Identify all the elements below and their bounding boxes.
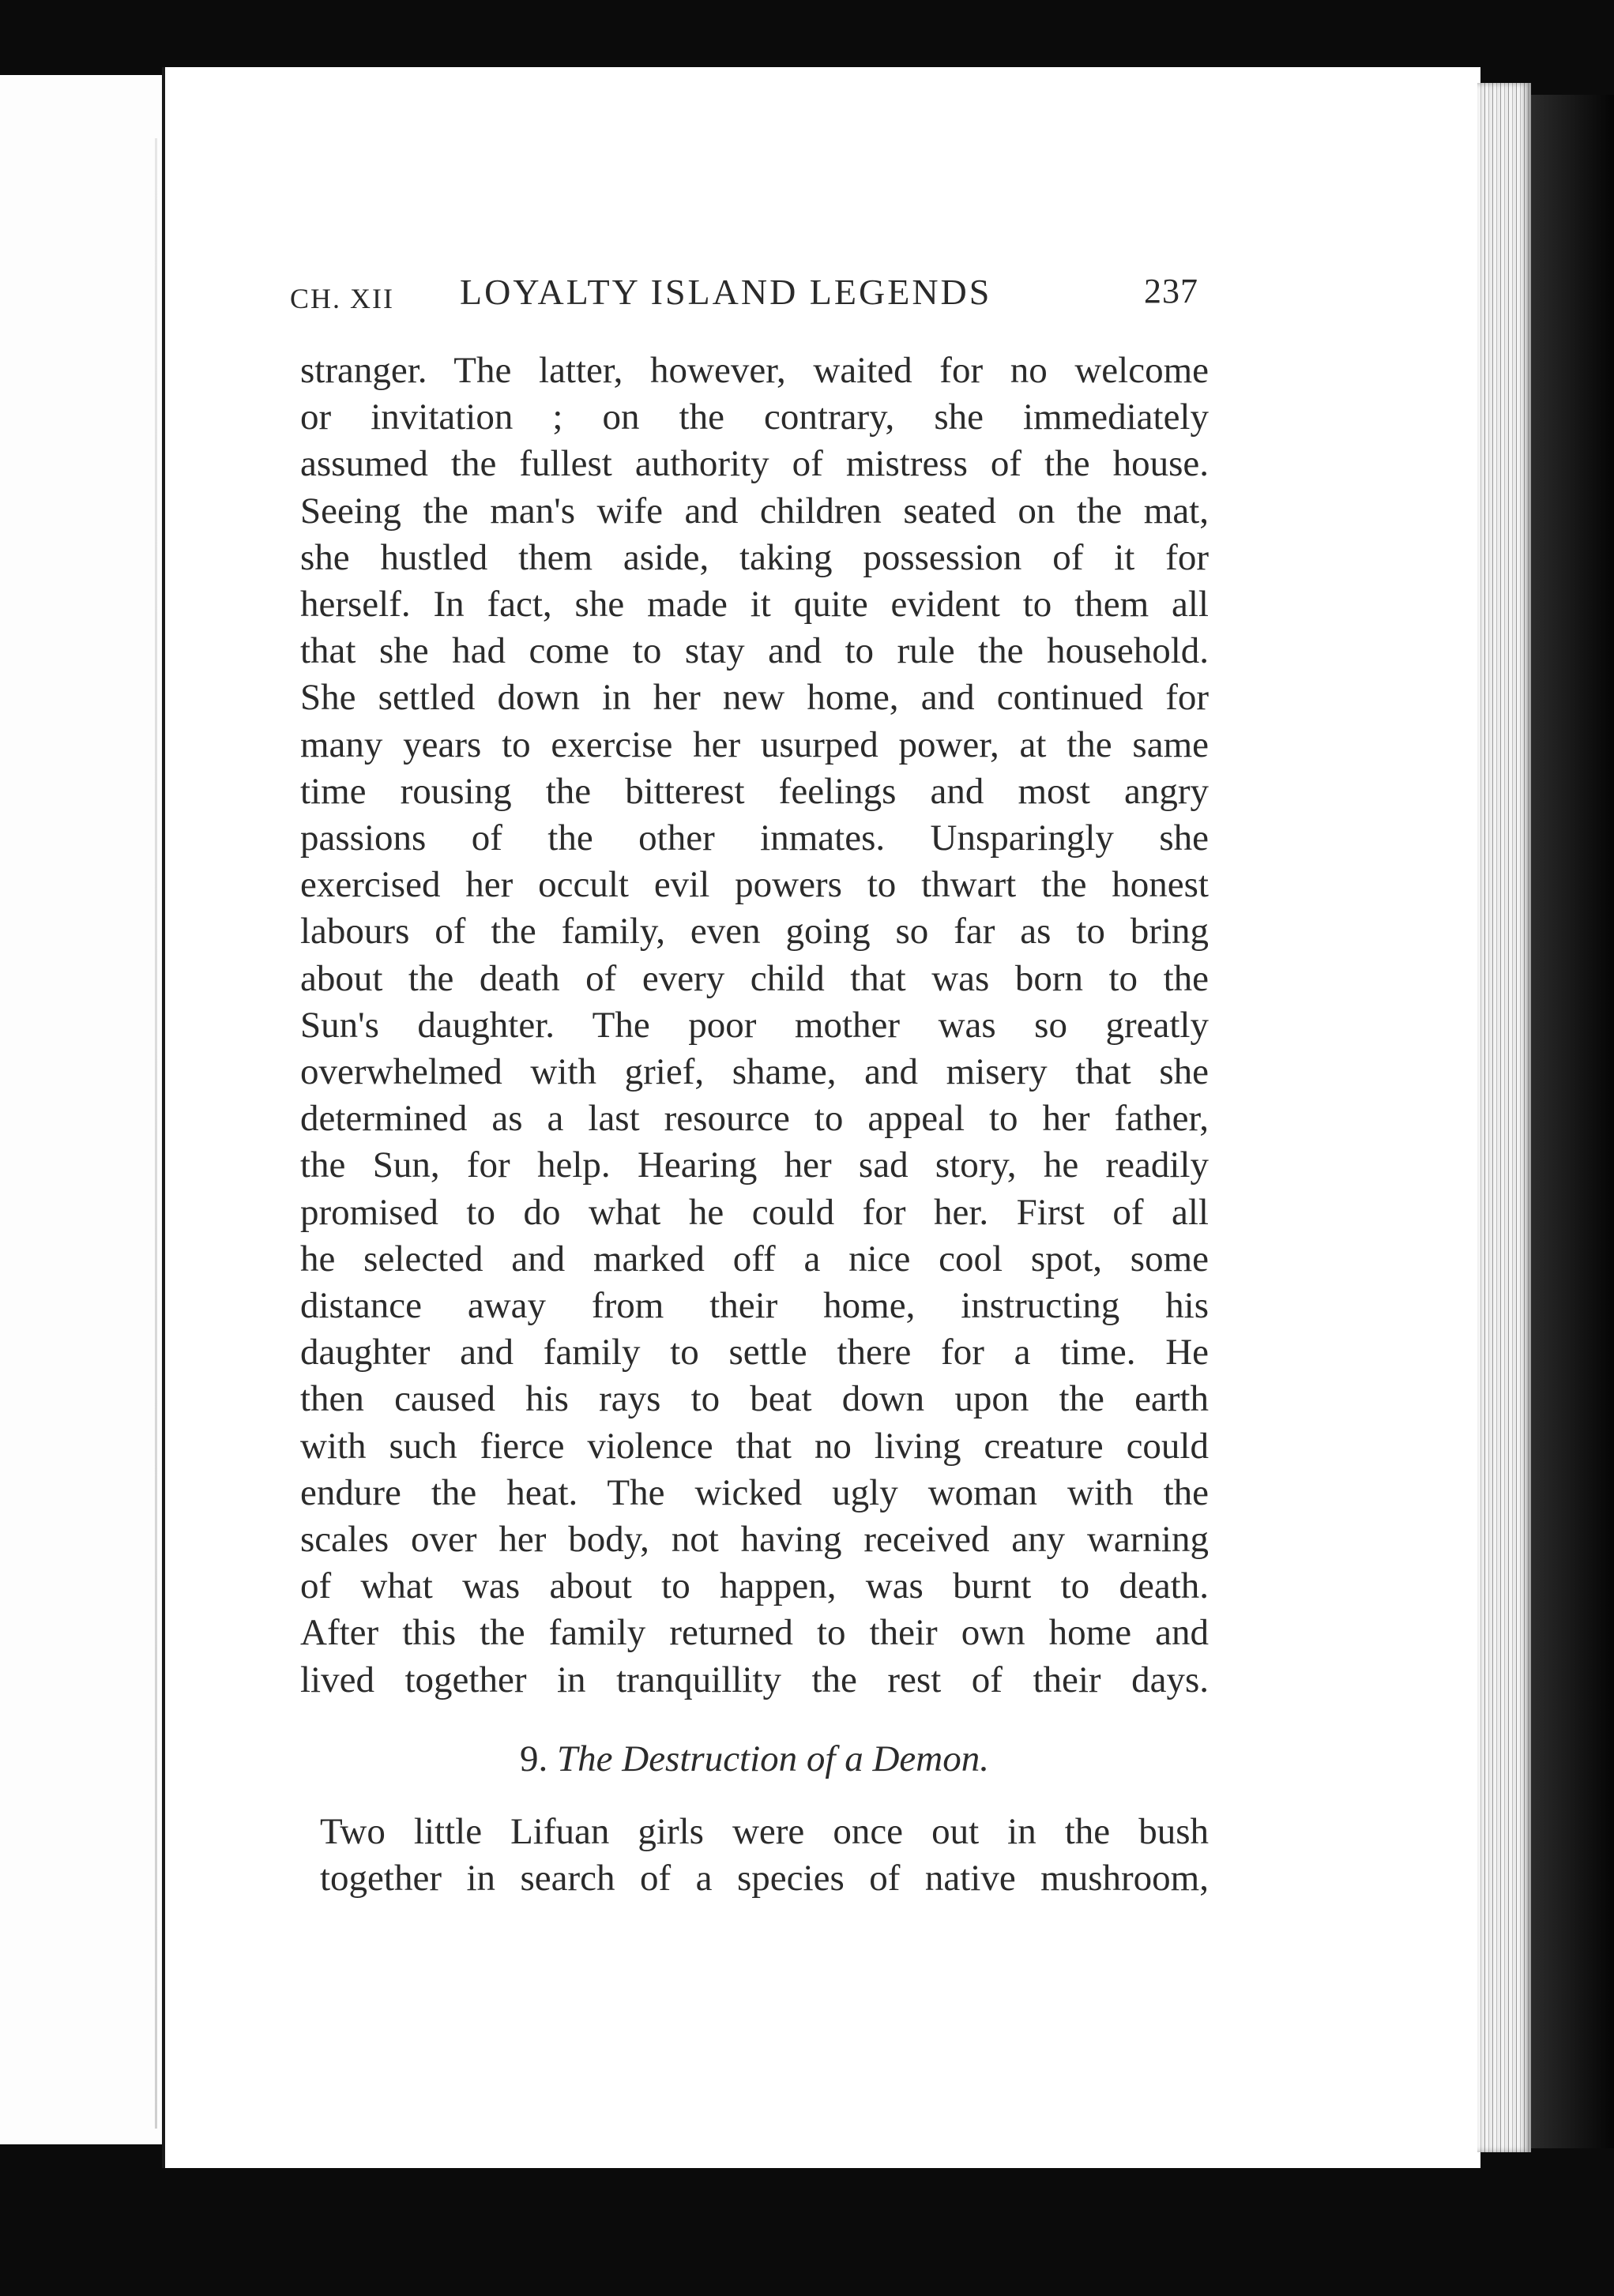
text-line: time rousing the bitterest feelings and most angry bbox=[300, 770, 1209, 812]
body-paragraph bbox=[300, 348, 1209, 1704]
text-line: daughter and family to settle there for a time. He bbox=[300, 1332, 1209, 1373]
text-line: overwhelmed with grief, shame, and misery that she bbox=[300, 1051, 1209, 1093]
text-line: Sun's daughter. The poor mother was so greatly bbox=[300, 1004, 1209, 1046]
text-line: After this the family returned to their own home and bbox=[300, 1612, 1209, 1654]
text-line: determined as a last resource to appeal to her father, bbox=[300, 1098, 1209, 1140]
text-line: promised to do what he could for her. First of all bbox=[300, 1191, 1209, 1233]
text-line: passions of the other inmates. Unsparingly she bbox=[300, 817, 1209, 859]
page-number: 237 bbox=[1144, 272, 1198, 310]
text-line: about the death of every child that was born to the bbox=[300, 957, 1209, 999]
text-line: assumed the fullest authority of mistress of the house. bbox=[300, 443, 1209, 485]
text-line: She settled down in her new home, and continued for bbox=[300, 677, 1209, 719]
text-line: labours of the family, even going so far as to bring bbox=[300, 911, 1209, 953]
page-gutter bbox=[155, 138, 157, 2129]
binding-shadow bbox=[1531, 95, 1614, 2148]
text-line: the Sun, for help. Hearing her sad story, he readily bbox=[300, 1144, 1209, 1186]
text-line: lived together in tranquillity the rest of their days. bbox=[300, 1659, 1209, 1700]
text-line: Seeing the man's wife and children seated on the mat, bbox=[300, 490, 1209, 532]
body-paragraph-2 bbox=[320, 1809, 1209, 1902]
text-line: stranger. The latter, however, waited for no welcome bbox=[300, 350, 1209, 391]
text-line: or invitation ; on the contrary, she immediately bbox=[300, 396, 1209, 438]
text-line: endure the heat. The wicked ugly woman with the bbox=[300, 1471, 1209, 1513]
text-line: many years to exercise her usurped power, at the same bbox=[300, 723, 1209, 765]
page-block-edge bbox=[1477, 83, 1531, 2152]
running-title: LOYALTY ISLAND LEGENDS bbox=[460, 272, 992, 312]
text-line: exercised her occult evil powers to thwart the honest bbox=[300, 864, 1209, 906]
running-header bbox=[290, 271, 1198, 318]
text-line: with such fierce violence that no living creature could bbox=[300, 1425, 1209, 1467]
previous-page-edge bbox=[0, 75, 162, 2144]
text-line: he selected and marked off a nice cool spot, some bbox=[300, 1238, 1209, 1280]
section-number: 9. bbox=[520, 1738, 548, 1779]
section-heading bbox=[300, 1738, 1209, 1780]
text-line: scales over her body, not having received any warning bbox=[300, 1519, 1209, 1561]
text-line: that she had come to stay and to rule the household. bbox=[300, 630, 1209, 672]
text-line: of what was about to happen, was burnt to death. bbox=[300, 1565, 1209, 1607]
section-title: The Destruction of a Demon. bbox=[557, 1738, 989, 1779]
text-line: together in search of a species of native mushroom, bbox=[320, 1858, 1209, 1899]
text-line: Two little Lifuan girls were once out in the bush bbox=[320, 1811, 1209, 1852]
text-line: she hustled them aside, taking possession of it for bbox=[300, 536, 1209, 578]
text-line: then caused his rays to beat down upon the earth bbox=[300, 1378, 1209, 1420]
text-line: distance away from their home, instructing his bbox=[300, 1285, 1209, 1327]
chapter-label: CH. XII bbox=[290, 283, 394, 314]
text-line: herself. In fact, she made it quite evident to them all bbox=[300, 584, 1209, 626]
